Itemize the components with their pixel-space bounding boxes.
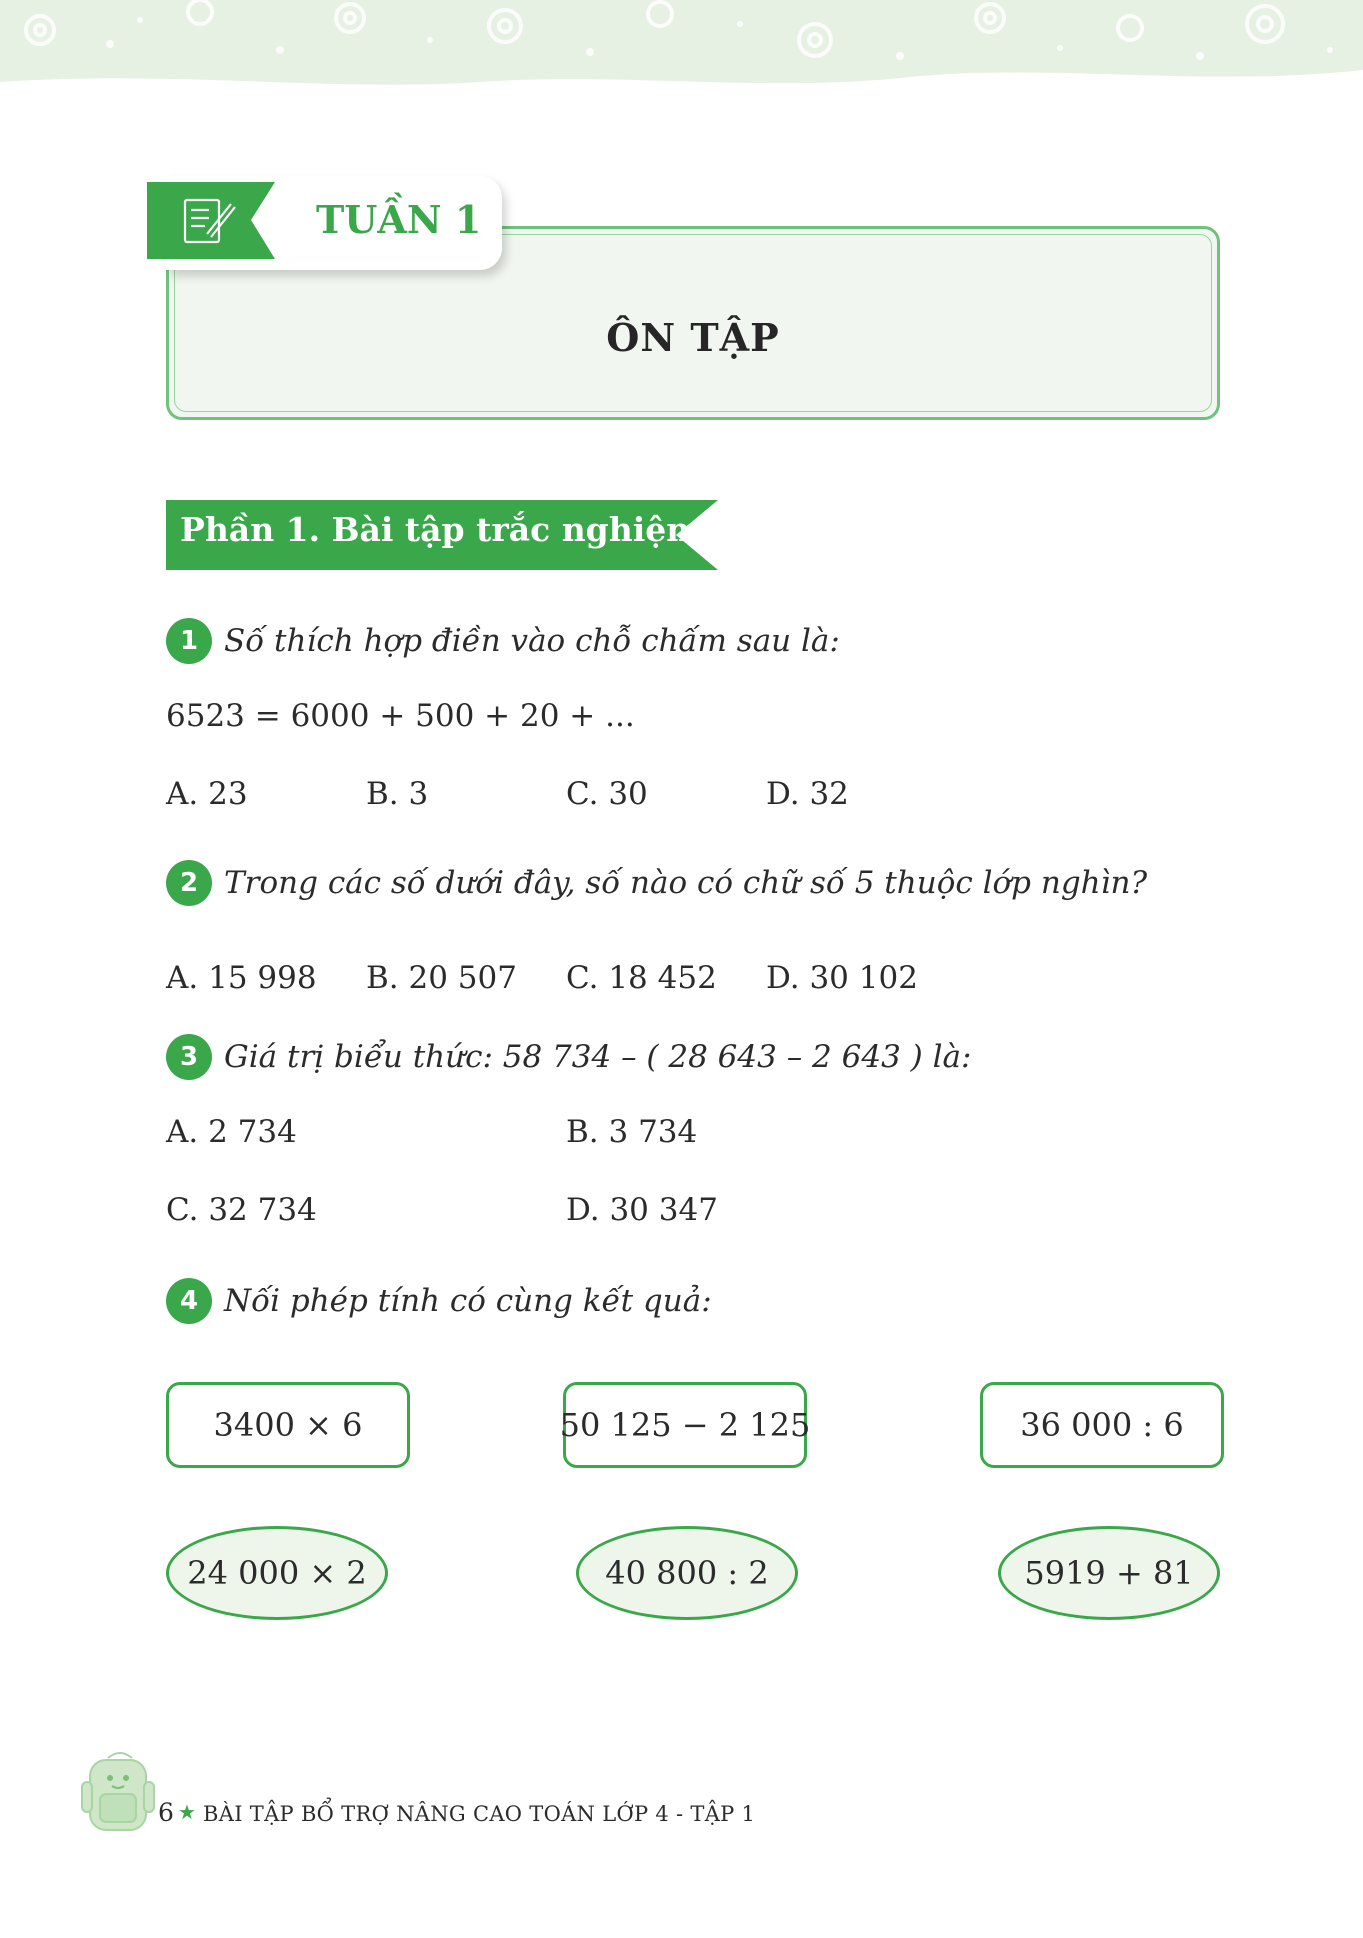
option-b: B. 3 734 (566, 1114, 698, 1150)
option-c: C. 18 452 (566, 960, 717, 996)
lesson-title: ÔN TẬP (606, 315, 780, 360)
question-1-prompt (166, 618, 840, 664)
backpack-icon (80, 1746, 160, 1836)
question-number-badge: 2 (166, 860, 212, 906)
page-number: 6 (158, 1798, 174, 1827)
option-d: D. 32 (766, 776, 849, 812)
option-c: C. 32 734 (166, 1192, 317, 1228)
question-2-prompt (166, 860, 1147, 906)
question-text: Số thích hợp điền vào chỗ chấm sau là: (224, 623, 840, 659)
option-d: D. 30 102 (766, 960, 918, 996)
question-number-badge: 3 (166, 1034, 212, 1080)
top-decorative-band (0, 0, 1363, 110)
book-title: BÀI TẬP BỔ TRỢ NÂNG CAO TOÁN LỚP 4 - TẬP 1 (203, 1802, 756, 1826)
match-oval-bottom-2[interactable]: 40 800 : 2 (576, 1526, 798, 1620)
week-label: TUẦN 1 (316, 197, 482, 242)
question-3-prompt (166, 1034, 971, 1080)
match-box-top-2[interactable]: 50 125 − 2 125 (563, 1382, 807, 1468)
match-oval-bottom-3[interactable]: 5919 + 81 (998, 1526, 1220, 1620)
question-1-expression: 6523 = 6000 + 500 + 20 + ... (166, 698, 635, 734)
question-text: Trong các số dưới đây, số nào có chữ số 5 thuộc lớp nghìn? (224, 865, 1148, 901)
section-title: Phần 1. Bài tập trắc nghiệm (180, 510, 702, 549)
option-d: D. 30 347 (566, 1192, 718, 1228)
option-a: A. 2 734 (166, 1114, 297, 1150)
notebook-pencil-icon (147, 182, 275, 259)
option-b: B. 20 507 (366, 960, 517, 996)
question-text: Nối phép tính có cùng kết quả: (224, 1283, 712, 1319)
option-c: C. 30 (566, 776, 648, 812)
option-a: A. 23 (166, 776, 248, 812)
question-4-prompt (166, 1278, 712, 1324)
question-number-badge: 1 (166, 618, 212, 664)
question-number-badge: 4 (166, 1278, 212, 1324)
star-icon: ★ (178, 1800, 196, 1824)
match-box-top-1[interactable]: 3400 × 6 (166, 1382, 410, 1468)
option-a: A. 15 998 (166, 960, 317, 996)
option-b: B. 3 (366, 776, 429, 812)
question-text: Giá trị biểu thức: 58 734 – ( 28 643 – 2 643 ) là: (224, 1039, 972, 1075)
match-oval-bottom-1[interactable]: 24 000 × 2 (166, 1526, 388, 1620)
match-box-top-3[interactable]: 36 000 : 6 (980, 1382, 1224, 1468)
